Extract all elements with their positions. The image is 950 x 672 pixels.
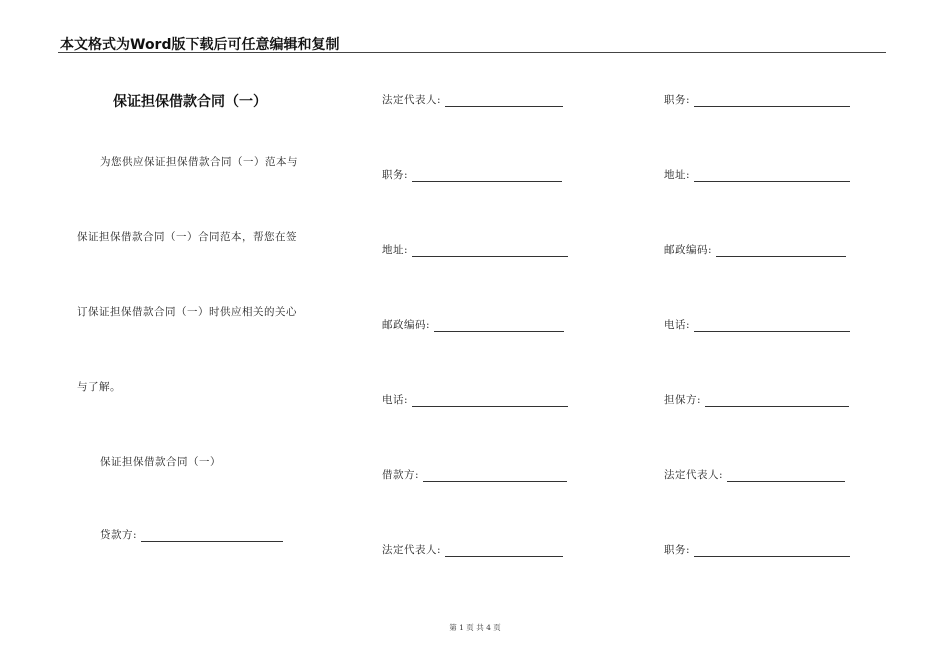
field-label: 地址: [382, 244, 409, 256]
blank-line [694, 544, 850, 557]
field-label: 法定代表人: [664, 469, 724, 481]
position-field [382, 167, 562, 182]
header-title: 本文格式为Word版下载后可任意编辑和复制 [60, 37, 340, 53]
field-label: 法定代表人: [382, 94, 442, 106]
field-label: 职务: [664, 544, 691, 556]
lender-field [100, 527, 283, 542]
blank-line [694, 319, 850, 332]
blank-line [412, 394, 568, 407]
field-label: 邮政编码: [382, 319, 431, 331]
intro-line: 保证担保借款合同（一）合同范本，帮您在签 [77, 231, 297, 243]
address-field [664, 167, 850, 182]
blank-line [423, 469, 567, 482]
phone-field [382, 392, 568, 407]
position-field [664, 542, 850, 557]
page-number: 第 1 页 共 4 页 [449, 623, 501, 632]
legal-representative-field [664, 467, 845, 482]
postal-code-field [664, 242, 846, 257]
blank-line [434, 319, 564, 332]
blank-line [694, 94, 850, 107]
field-label: 职务: [664, 94, 691, 106]
intro-line: 与了解。 [77, 381, 121, 393]
field-label: 地址: [664, 169, 691, 181]
guarantor-field [664, 392, 849, 407]
field-label: 借款方: [382, 469, 420, 481]
blank-line [705, 394, 849, 407]
intro-line: 为您供应保证担保借款合同（一）范本与 [100, 156, 298, 168]
field-label: 邮政编码: [664, 244, 713, 256]
blank-line [141, 529, 283, 542]
phone-field [664, 317, 850, 332]
blank-line [694, 169, 850, 182]
address-field [382, 242, 568, 257]
blank-line [445, 544, 563, 557]
field-label: 担保方: [664, 394, 702, 406]
field-label: 贷款方: [100, 529, 138, 541]
field-label: 电话: [664, 319, 691, 331]
blank-line [412, 244, 568, 257]
blank-line [412, 169, 562, 182]
header-divider [58, 52, 886, 53]
contract-subtitle: 保证担保借款合同（一） [100, 456, 221, 468]
blank-line [716, 244, 846, 257]
document-title: 保证担保借款合同（一） [113, 94, 267, 110]
field-label: 法定代表人: [382, 544, 442, 556]
position-field [664, 92, 850, 107]
blank-line [727, 469, 845, 482]
blank-line [445, 94, 563, 107]
legal-representative-field [382, 542, 563, 557]
postal-code-field [382, 317, 564, 332]
field-label: 职务: [382, 169, 409, 181]
legal-representative-field [382, 92, 563, 107]
borrower-field [382, 467, 567, 482]
intro-line: 订保证担保借款合同（一）时供应相关的关心 [77, 306, 297, 318]
field-label: 电话: [382, 394, 409, 406]
